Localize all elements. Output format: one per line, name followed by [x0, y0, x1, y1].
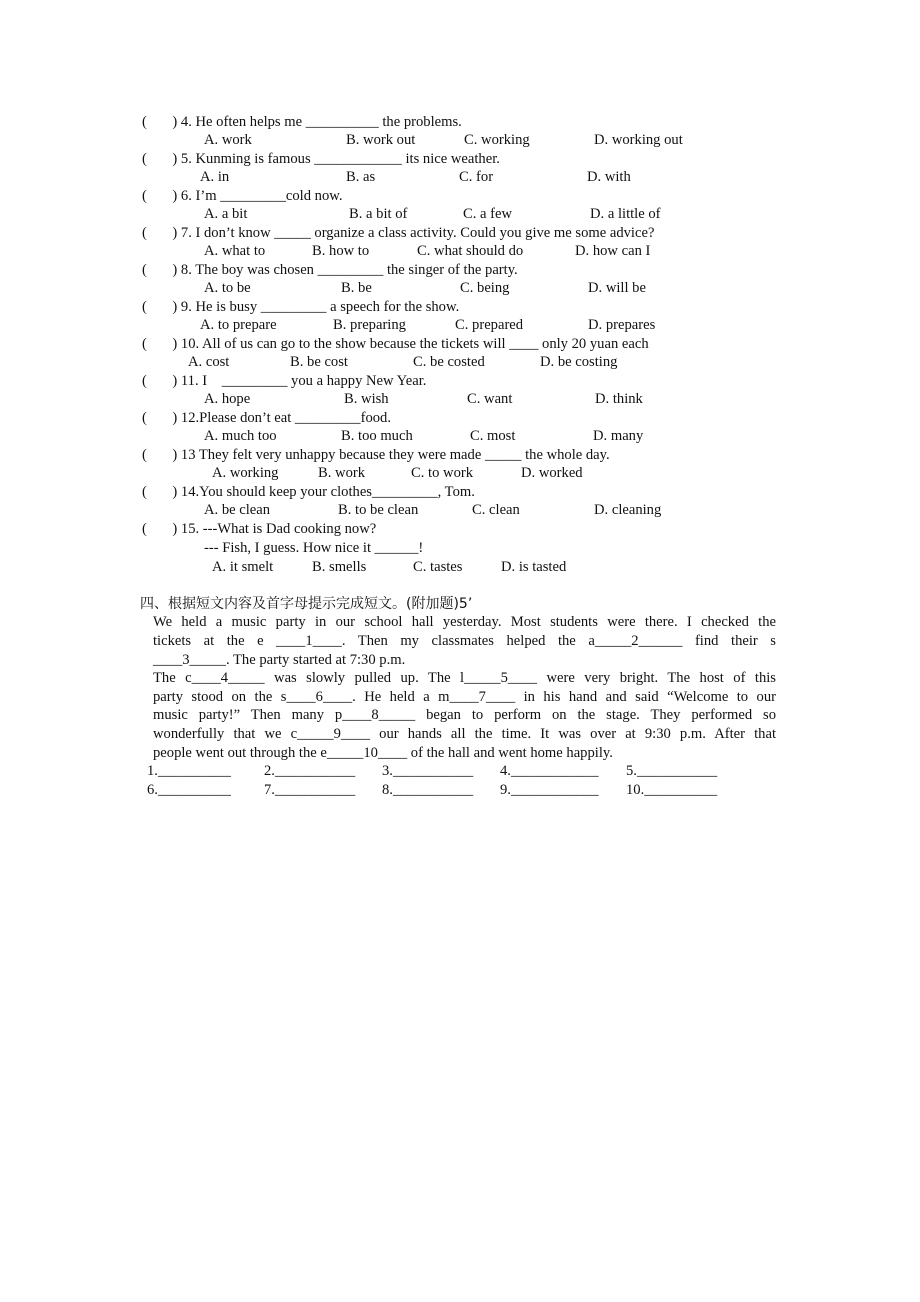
answer-blank-2[interactable]: 2.___________ [264, 763, 356, 779]
q15-option-d: D. is tasted [501, 559, 567, 575]
passage-line-7: wonderfully that we c_____9____ our hands all the time. It was over at 9:30 p.m. After that [153, 726, 776, 742]
question-9-stem: ( ) 9. He is busy _________ a speech for the show. [142, 299, 460, 315]
q7-option-a: A. what to [204, 243, 266, 259]
q6-option-c: C. a few [463, 206, 513, 222]
q14-option-d: D. cleaning [594, 502, 662, 518]
q8-option-a: A. to be [204, 280, 251, 296]
q12-option-d: D. many [593, 428, 644, 444]
q11-option-d: D. think [595, 391, 643, 407]
q15-option-b: B. smells [312, 559, 367, 575]
passage-line-1: We held a music party in our school hall yesterday. Most students were there. I checked the [153, 614, 776, 630]
q6-option-b: B. a bit of [349, 206, 408, 222]
q4-option-d: D. working out [594, 132, 683, 148]
question-11-stem: ( ) 11. I _________ you a happy New Year. [142, 373, 427, 389]
question-8-stem: ( ) 8. The boy was chosen _________ the singer of the party. [142, 262, 518, 278]
q7-option-b: B. how to [312, 243, 370, 259]
q11-option-a: A. hope [204, 391, 251, 407]
q13-option-b: B. work [318, 465, 366, 481]
question-7-stem: ( ) 7. I don’t know _____ organize a class activity. Could you give me some advice? [142, 225, 655, 241]
q14-option-a: A. be clean [204, 502, 271, 518]
answer-blank-1[interactable]: 1.__________ [147, 763, 231, 779]
q14-option-b: B. to be clean [338, 502, 419, 518]
answer-blank-8[interactable]: 8.___________ [382, 782, 474, 798]
q6-option-a: A. a bit [204, 206, 248, 222]
passage-line-5: party stood on the s____6____. He held a m____7____ in his hand and said “Welcome to our [153, 689, 776, 705]
q12-option-a: A. much too [204, 428, 277, 444]
q5-option-d: D. with [587, 169, 631, 185]
q4-option-b: B. work out [346, 132, 416, 148]
question-13-stem: ( ) 13 They felt very unhappy because they were made _____ the whole day. [142, 447, 610, 463]
q8-option-c: C. being [460, 280, 510, 296]
answer-blank-4[interactable]: 4.____________ [500, 763, 599, 779]
q13-option-d: D. worked [521, 465, 583, 481]
q10-option-a: A. cost [188, 354, 230, 370]
q14-option-c: C. clean [472, 502, 520, 518]
answer-blank-10[interactable]: 10.__________ [626, 782, 718, 798]
question-10-stem: ( ) 10. All of us can go to the show because the tickets will ____ only 20 yuan each [142, 336, 649, 352]
answer-blank-5[interactable]: 5.___________ [626, 763, 718, 779]
q9-option-c: C. prepared [455, 317, 524, 333]
passage-line-4: The c____4_____ was slowly pulled up. The l_____5____ were very bright. The host of this [153, 670, 776, 686]
q9-option-b: B. preparing [333, 317, 406, 333]
answer-blank-3[interactable]: 3.___________ [382, 763, 474, 779]
q7-option-d: D. how can I [575, 243, 651, 259]
q4-option-c: C. working [464, 132, 530, 148]
passage-line-2: tickets at the e ____1____. Then my classmates helped the a_____2______ find their s [153, 633, 776, 649]
q12-option-c: C. most [470, 428, 516, 444]
answer-blank-9[interactable]: 9.____________ [500, 782, 599, 798]
q12-option-b: B. too much [341, 428, 413, 444]
question-6-stem: ( ) 6. I’m _________cold now. [142, 188, 343, 204]
q15-option-a: A. it smelt [212, 559, 274, 575]
q8-option-d: D. will be [588, 280, 646, 296]
q6-option-d: D. a little of [590, 206, 661, 222]
q10-option-b: B. be cost [290, 354, 348, 370]
passage-line-6: music party!” Then many p____8_____ began to perform on the stage. They performed so [153, 707, 776, 723]
q5-option-c: C. for [459, 169, 494, 185]
q10-option-c: C. be costed [413, 354, 485, 370]
q11-option-c: C. want [467, 391, 513, 407]
q13-option-c: C. to work [411, 465, 474, 481]
q8-option-b: B. be [341, 280, 372, 296]
passage-line-3: ____3_____. The party started at 7:30 p.m. [153, 652, 406, 668]
q15-option-c: C. tastes [413, 559, 463, 575]
q13-option-a: A. working [212, 465, 279, 481]
q9-option-d: D. prepares [588, 317, 656, 333]
q9-option-a: A. to prepare [200, 317, 277, 333]
q10-option-d: D. be costing [540, 354, 618, 370]
q5-option-a: A. in [200, 169, 230, 185]
question-5-stem: ( ) 5. Kunming is famous ____________ its nice weather. [142, 151, 500, 167]
q5-option-b: B. as [346, 169, 376, 185]
q7-option-c: C. what should do [417, 243, 524, 259]
question-14-stem: ( ) 14.You should keep your clothes_________, Tom. [142, 484, 475, 500]
question-15-dialogue: --- Fish, I guess. How nice it ______! [204, 540, 424, 556]
q11-option-b: B. wish [344, 391, 389, 407]
q4-option-a: A. work [204, 132, 252, 148]
answer-blank-7[interactable]: 7.___________ [264, 782, 356, 798]
passage-line-8: people went out through the e_____10____ of the hall and went home happily. [153, 745, 613, 761]
section-heading: 四、根据短文内容及首字母提示完成短文。(附加题)5’ [140, 596, 473, 612]
question-4-stem: ( ) 4. He often helps me __________ the problems. [142, 114, 462, 130]
answer-blank-6[interactable]: 6.__________ [147, 782, 231, 798]
question-15-stem: ( ) 15. ---What is Dad cooking now? [142, 521, 377, 537]
question-12-stem: ( ) 12.Please don’t eat _________food. [142, 410, 391, 426]
